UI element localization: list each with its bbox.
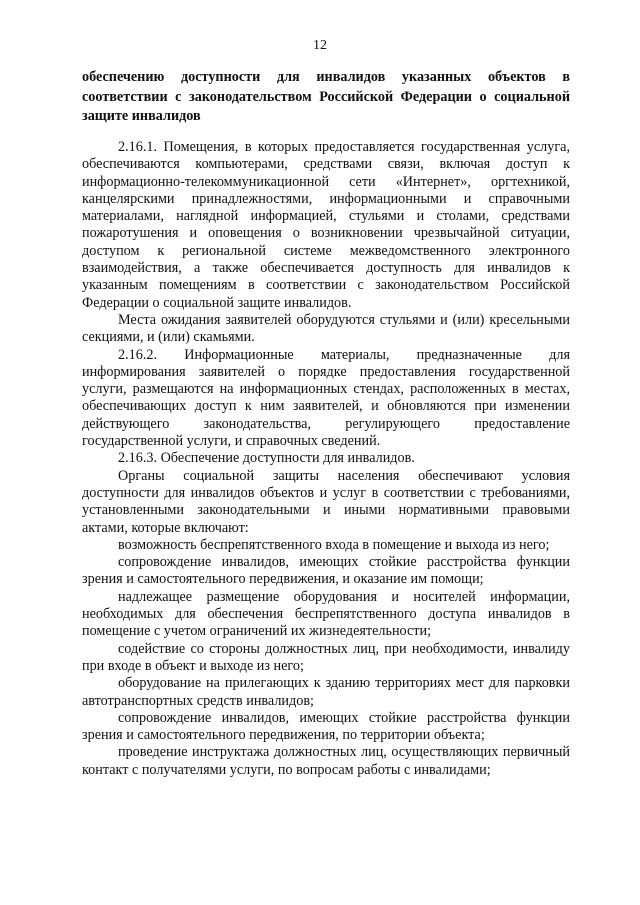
list-item-briefing: проведение инструктажа должностных лиц, осуществляющих первичный контакт с получателями услуги, по вопросам работы с инвалидами;	[82, 744, 570, 778]
list-item-parking: оборудование на прилегающих к зданию территориях мест для парковки автотранспортных средств инвалидов;	[82, 675, 570, 709]
paragraph-2-16-2: 2.16.2. Информационные материалы, предназначенные для информирования заявителей о порядке предоставления государственной услуги, размещаются на информационных стендах, расположенных в местах, обеспечивающих доступ к ним заявителей, и обновляются при изменении действующего законодательства, регулирующего предоставление государственной услуги, и справочных сведений.	[82, 346, 570, 450]
section-heading: обеспечению доступности для инвалидов указанных объектов в соответствии с законодательством Российской Федерации о социальной защите инвалидов	[82, 69, 570, 124]
document-body	[82, 139, 570, 779]
paragraph-accessibility-conditions: Органы социальной защиты населения обеспечивают условия доступности для инвалидов объектов и услуг в соответствии с требованиями, установленными законодательными и иными нормативными правовыми актами, которые включают:	[82, 467, 570, 536]
list-item-equipment-placement: надлежащее размещение оборудования и носителей информации, необходимых для обеспечения беспрепятственного доступа инвалидов в помещение с учетом ограничений их жизнедеятельности;	[82, 588, 570, 640]
list-item-official-assistance: содействие со стороны должностных лиц, при необходимости, инвалиду при входе в объект и выходе из него;	[82, 640, 570, 674]
paragraph-waiting-areas: Места ожидания заявителей оборудуются стульями и (или) кресельными секциями, и (или) скамьями.	[82, 311, 570, 346]
list-item-entrance: возможность беспрепятственного входа в помещение и выхода из него;	[118, 536, 550, 553]
list-item-territory-escort: сопровождение инвалидов, имеющих стойкие расстройства функции зрения и самостоятельного передвижения, по территории объекта;	[82, 709, 570, 744]
paragraph-2-16-3: 2.16.3. Обеспечение доступности для инвалидов.	[118, 450, 415, 467]
page-number: 12	[313, 38, 327, 53]
list-item-escort: сопровождение инвалидов, имеющих стойкие расстройства функции зрения и самостоятельного передвижения, и оказание им помощи;	[82, 554, 570, 588]
paragraph-2-16-1: 2.16.1. Помещения, в которых предоставляется государственная услуга, обеспечиваются компьютерами, средствами связи, включая доступ к информационно-телекоммуникационной сети «Интернет», оргтехникой, канцелярскими принадлежностями, информационными и справочными материалами, наглядной информацией, стульями и столами, средствами пожаротушения и оповещения о возникновении чрезвычайной ситуации, доступом к региональной системе межведомственного электронного взаимодействия, а также обеспечивается доступность для инвалидов к указанным помещениям в соответствии с законодательством Российской Федерации о социальной защите инвалидов.	[82, 139, 570, 311]
